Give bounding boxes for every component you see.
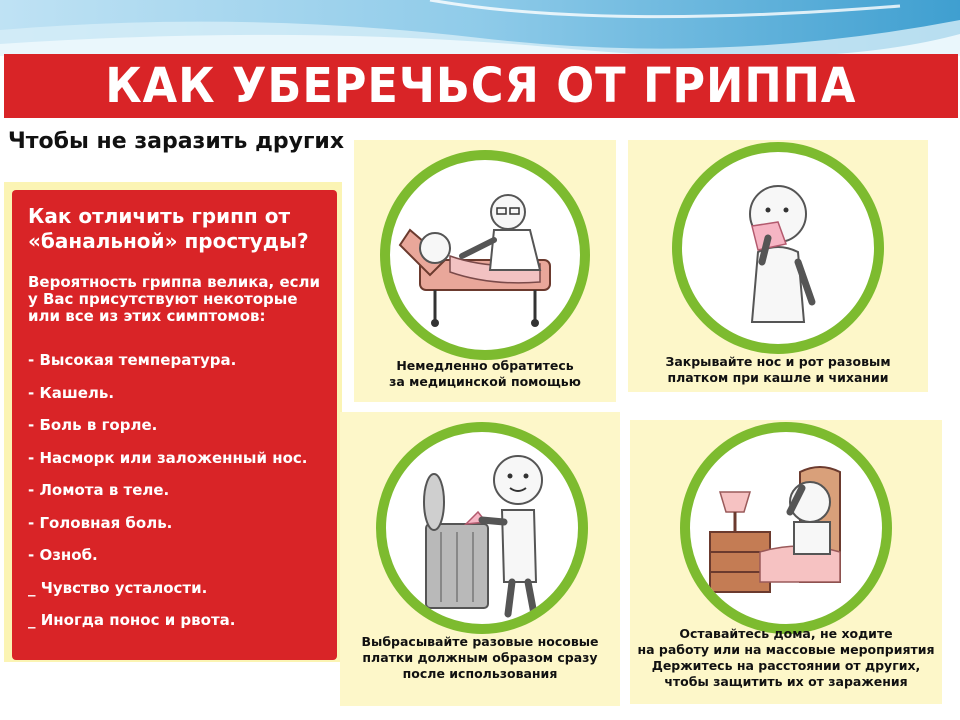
caption-line: после использования <box>402 666 558 681</box>
symptom-item: - Насморк или заложенный нос. <box>28 448 308 467</box>
caption-line: чтобы защитить их от заражения <box>664 674 908 689</box>
caption-line: Выбрасывайте разовые носовые <box>361 634 599 649</box>
symptom-item: - Высокая температура. <box>28 351 237 369</box>
card-stay-home <box>630 420 942 704</box>
caption-line: за медицинской помощью <box>389 374 581 389</box>
symptom-item: - Ломота в теле. <box>28 481 170 499</box>
symptom-item: - Боль в горле. <box>28 416 158 434</box>
symptoms-question: Как отличить грипп от «банальной» простуды? <box>28 204 309 253</box>
symptom-item: - Кашель. <box>28 383 115 402</box>
symptoms-intro: Вероятность гриппа велика, если у Вас присутствуют некоторые или все из этих симптомов: <box>28 273 321 325</box>
caption-line: Держитесь на расстоянии от других, <box>651 658 921 673</box>
card-caption <box>354 358 616 390</box>
symptoms-panel <box>12 190 337 660</box>
card-seek-medical-help <box>354 140 616 402</box>
tissue-sneeze-icon <box>672 142 884 354</box>
caption-line: платки должным образом сразу <box>362 650 598 665</box>
symptom-item: - Озноб. <box>28 546 98 564</box>
card-caption <box>340 634 620 682</box>
page-title: КАК УБЕРЕЧЬСЯ ОТ ГРИППА <box>105 58 857 114</box>
doctor-patient-icon <box>380 150 590 360</box>
symptom-item: _ Чувство усталости. <box>28 578 208 597</box>
caption-line: на работу или на массовые мероприятия <box>637 642 935 657</box>
title-banner <box>4 54 958 118</box>
card-caption <box>630 626 942 690</box>
caption-line: платком при кашле и чихании <box>667 370 889 385</box>
card-caption <box>628 354 928 386</box>
card-dispose-tissues <box>340 412 620 706</box>
stay-home-bed-icon <box>680 422 892 634</box>
symptoms-list <box>28 350 333 643</box>
card-cover-nose-mouth <box>628 140 928 392</box>
subtitle-text: Чтобы не заразить других <box>8 129 345 154</box>
caption-line: Закрывайте нос и рот разовым <box>665 354 891 369</box>
symptom-item: _ Иногда понос и рвота. <box>28 611 236 629</box>
caption-line: Немедленно обратитесь <box>396 358 574 373</box>
caption-line: Оставайтесь дома, не ходите <box>679 626 893 641</box>
symptom-item: - Головная боль. <box>28 513 173 532</box>
trash-can-icon <box>376 422 588 634</box>
header-sky-decoration <box>0 0 960 56</box>
